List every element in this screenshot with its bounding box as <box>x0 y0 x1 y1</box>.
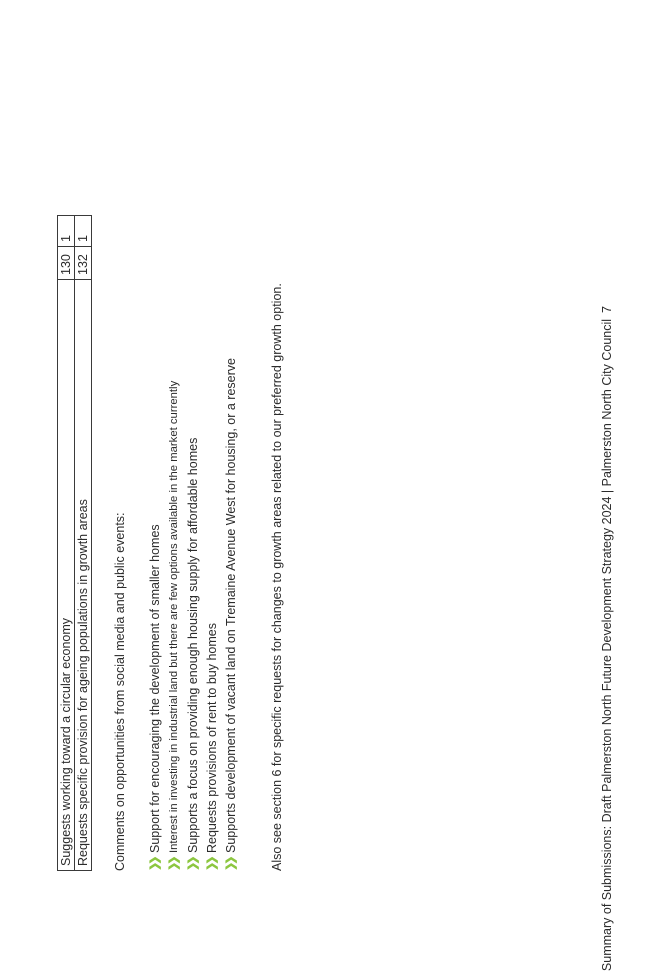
table-cell-count: 1 <box>75 216 92 247</box>
table-cell-ref: 132 <box>75 247 92 280</box>
list-item-text: Interest in investing in industrial land but there are few options available in the market currently <box>168 380 180 853</box>
table-cell-description: Suggests working toward a circular economy <box>58 280 75 871</box>
table-cell-description: Requests specific provision for ageing populations in growth areas <box>75 280 92 871</box>
list-item-text: Supports a focus on providing enough housing supply for affordable homes <box>186 437 200 853</box>
double-chevron-icon: ❯❯ <box>206 858 218 871</box>
double-chevron-icon: ❯❯ <box>149 858 161 871</box>
table-row <box>58 216 75 871</box>
list-item <box>222 358 241 871</box>
list-item <box>184 358 203 871</box>
list-item <box>146 358 165 871</box>
submissions-table <box>57 215 92 871</box>
comments-intro: Comments on opportunities from social media and public events: <box>113 512 127 871</box>
comments-list <box>146 358 241 871</box>
page-footer <box>600 306 614 971</box>
also-see-note: Also see section 6 for specific requests for changes to growth areas related to our preferred growth option. <box>270 283 284 871</box>
table-row <box>75 216 92 871</box>
footer-text: Summary of Submissions: Draft Palmerston North Future Development Strategy 2024 | Palmerston North City Council <box>600 318 614 971</box>
table-cell-count: 1 <box>58 216 75 247</box>
double-chevron-icon: ❯❯ <box>168 858 180 871</box>
list-item-text: Supports development of vacant land on Tremaine Avenue West for housing, or a reserve <box>224 358 238 853</box>
table-cell-ref: 130 <box>58 247 75 280</box>
page-number: 7 <box>600 306 614 313</box>
list-item <box>203 358 222 871</box>
list-item-text: Support for encouraging the development of smaller homes <box>148 524 162 853</box>
double-chevron-icon: ❯❯ <box>225 858 237 871</box>
list-item <box>165 358 184 871</box>
list-item-text: Requests provisions of rent to buy homes <box>205 623 219 853</box>
double-chevron-icon: ❯❯ <box>187 858 199 871</box>
